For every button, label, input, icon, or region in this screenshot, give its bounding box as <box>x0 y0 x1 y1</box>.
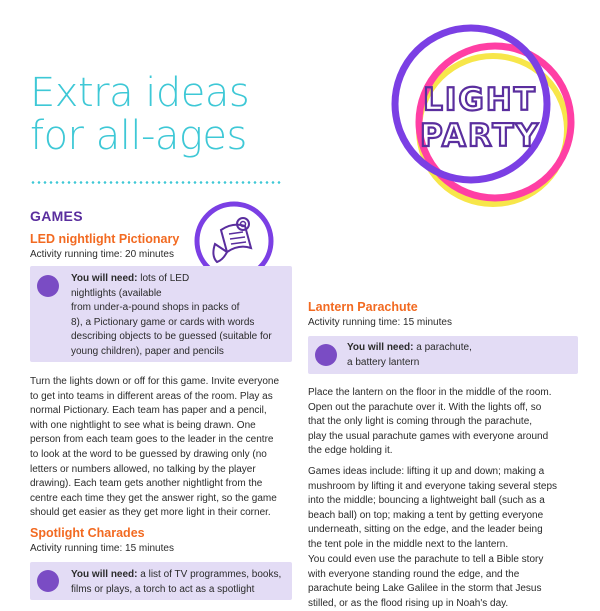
body-line: to get into teams in different areas of the room. Play as <box>30 390 273 402</box>
body-line: Turn the lights down or off for this game. Invite everyone <box>30 376 280 387</box>
parachute-needs-box <box>308 336 578 374</box>
body-line: centre each time they get the answer right, so the game <box>30 492 277 504</box>
headline-line-2: for all-ages <box>30 113 247 159</box>
needs-label: You will need: <box>71 273 138 284</box>
parachute-needs-text <box>347 341 573 370</box>
needs-line: a battery lantern <box>347 356 420 368</box>
pictionary-title: LED nightlight Pictionary <box>30 232 180 246</box>
parachute-title: Lantern Parachute <box>308 300 418 314</box>
body-line: stilled, or as the flood rising up in Noah's day. <box>308 597 509 609</box>
body-line: normal Pictionary. Each team has paper and a pencil, <box>30 405 267 417</box>
body-line: letters or numbers allowed, no talking by the player <box>30 463 256 475</box>
charades-needs-box <box>30 562 292 600</box>
pictionary-runtime: Activity running time: 20 minutes <box>30 249 174 260</box>
light-party-logo <box>385 18 585 213</box>
pictionary-needs-box <box>30 266 292 362</box>
page-headline <box>30 72 249 158</box>
needs-label: You will need: <box>347 342 414 353</box>
body-line: Place the lantern on the floor in the middle of the room. <box>308 387 552 398</box>
needs-line: young children), paper and pencils <box>71 345 224 357</box>
charades-runtime: Activity running time: 15 minutes <box>30 543 174 554</box>
dotted-divider <box>30 181 282 184</box>
body-line: the tent pole in the middle next to the lantern. <box>308 538 509 550</box>
charades-needs-text <box>71 568 287 597</box>
headline-line-1: Extra ideas <box>30 70 250 116</box>
body-line: underneath, sitting on the edge, and the leader being <box>308 524 543 536</box>
body-line: with everyone standing round the edge, and the <box>308 568 520 580</box>
needs-icon <box>37 275 59 297</box>
needs-icon <box>37 570 59 592</box>
logo-line-1: LIGHT <box>423 82 537 118</box>
body-line: into the middle; bouncing a lightweight ball (such as a <box>308 495 545 507</box>
body-line: that the only light is coming through the parachute, <box>308 416 533 428</box>
parachute-para-2 <box>308 465 593 553</box>
body-line: drawing). Each team gets another nightlight from the <box>30 478 263 490</box>
needs-line: a list of TV programmes, books, <box>137 569 282 580</box>
pictionary-body <box>30 375 298 521</box>
body-line: person from each team goes to the leader in the centre <box>30 434 274 446</box>
body-line: play the usual parachute games with everyone around <box>308 430 549 442</box>
needs-line: describing objects to be guessed (suitable for <box>71 331 272 342</box>
needs-line: 8), a Pictionary game or cards with words <box>71 316 255 328</box>
parachute-para-1 <box>308 386 593 459</box>
needs-line: nightlights (available <box>71 287 162 299</box>
body-line: the edge holding it. <box>308 445 393 457</box>
body-line: with one nightlight to see what is being drawn. One <box>30 419 256 431</box>
needs-line: lots of LED <box>137 273 190 284</box>
parachute-runtime: Activity running time: 15 minutes <box>308 317 452 328</box>
needs-label: You will need: <box>71 569 138 580</box>
needs-line: from under-a-pound shops in packs of <box>71 302 240 313</box>
needs-icon <box>315 344 337 366</box>
body-line: parachute being Lake Galilee in the storm that Jesus <box>308 583 542 595</box>
needs-line: films or plays, a torch to act as a spotlight <box>71 583 255 595</box>
parachute-para-3 <box>308 553 593 609</box>
body-line: Open out the parachute over it. With the lights off, so <box>308 401 542 413</box>
body-line: should get easier as they get more light in their corner. <box>30 507 271 519</box>
body-line: mushroom by lifting it and everyone taking several steps <box>308 480 558 492</box>
body-line: You could even use the parachute to tell a Bible story <box>308 554 544 565</box>
charades-title: Spotlight Charades <box>30 526 145 540</box>
body-line: Games ideas include: lifting it up and down; making a <box>308 466 545 477</box>
body-line: to look at the word to be guessed by drawing only (no <box>30 448 267 460</box>
body-line: beach ball) on top; making a tent by getting everyone <box>308 509 544 521</box>
logo-line-2: PARTY <box>420 118 540 154</box>
section-title: GAMES <box>30 208 83 224</box>
needs-line: a parachute, <box>413 342 472 353</box>
pictionary-needs-text <box>71 272 287 359</box>
